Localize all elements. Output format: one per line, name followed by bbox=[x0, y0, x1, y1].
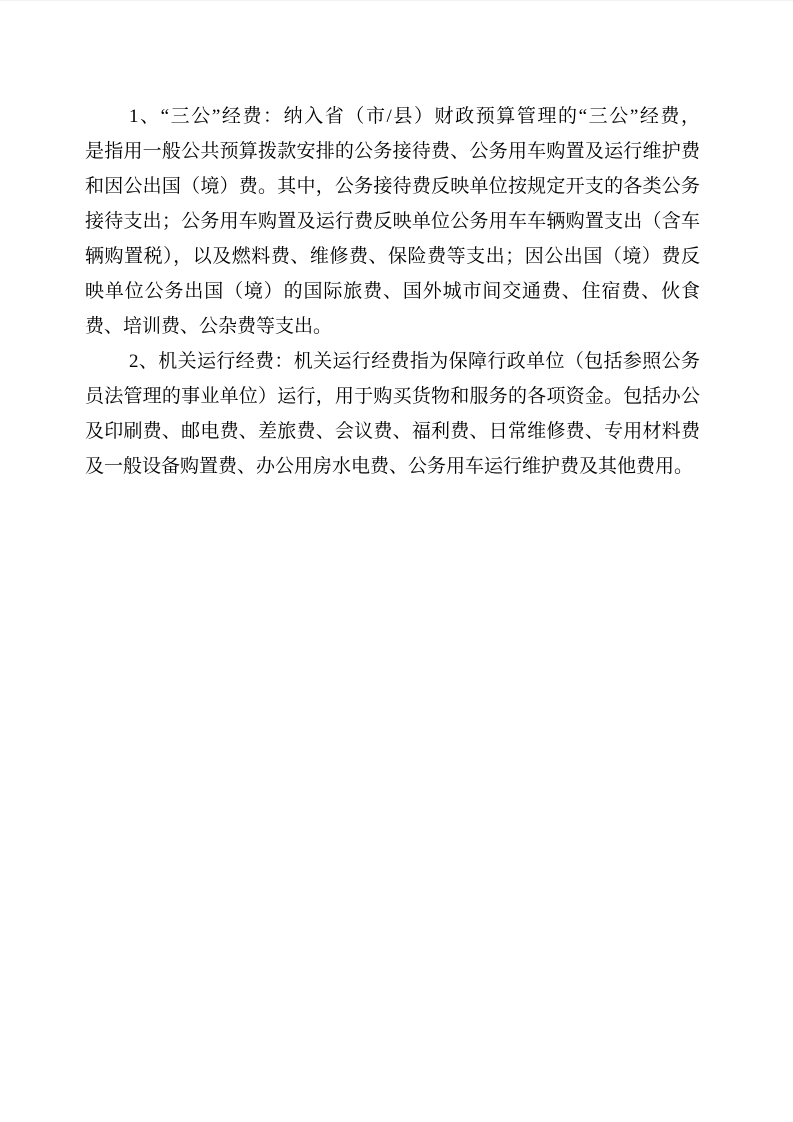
paragraph-agency-operating-funds bbox=[85, 344, 700, 484]
text-line: 费、培训费、公杂费等支出。 bbox=[85, 316, 333, 337]
document-text bbox=[85, 99, 700, 484]
text-line: 2、机关运行经费：机关运行经费指为保障行政单位（包括参照公务 bbox=[129, 351, 700, 372]
text-line: 和因公出国（境）费。其中，公务接待费反映单位按规定开支的各类公务 bbox=[85, 176, 700, 197]
paragraph-sangong-funds bbox=[85, 99, 700, 344]
text-line: 1、“三公”经费：纳入省（市/县）财政预算管理的“三公”经费， bbox=[129, 106, 700, 127]
text-line: 及一般设备购置费、办公用房水电费、公务用车运行维护费及其他费用。 bbox=[85, 456, 694, 477]
text-line: 辆购置税），以及燃料费、维修费、保险费等支出；因公出国（境）费反 bbox=[85, 246, 700, 267]
text-line: 及印刷费、邮电费、差旅费、会议费、福利费、日常维修费、专用材料费 bbox=[85, 421, 700, 442]
text-line: 映单位公务出国（境）的国际旅费、国外城市间交通费、住宿费、伙食 bbox=[85, 281, 700, 302]
text-line: 是指用一般公共预算拨款安排的公务接待费、公务用车购置及运行维护费 bbox=[85, 141, 700, 162]
text-line: 接待支出；公务用车购置及运行费反映单位公务用车车辆购置支出（含车 bbox=[85, 211, 700, 232]
text-line: 员法管理的事业单位）运行，用于购买货物和服务的各项资金。包括办公 bbox=[85, 386, 700, 407]
